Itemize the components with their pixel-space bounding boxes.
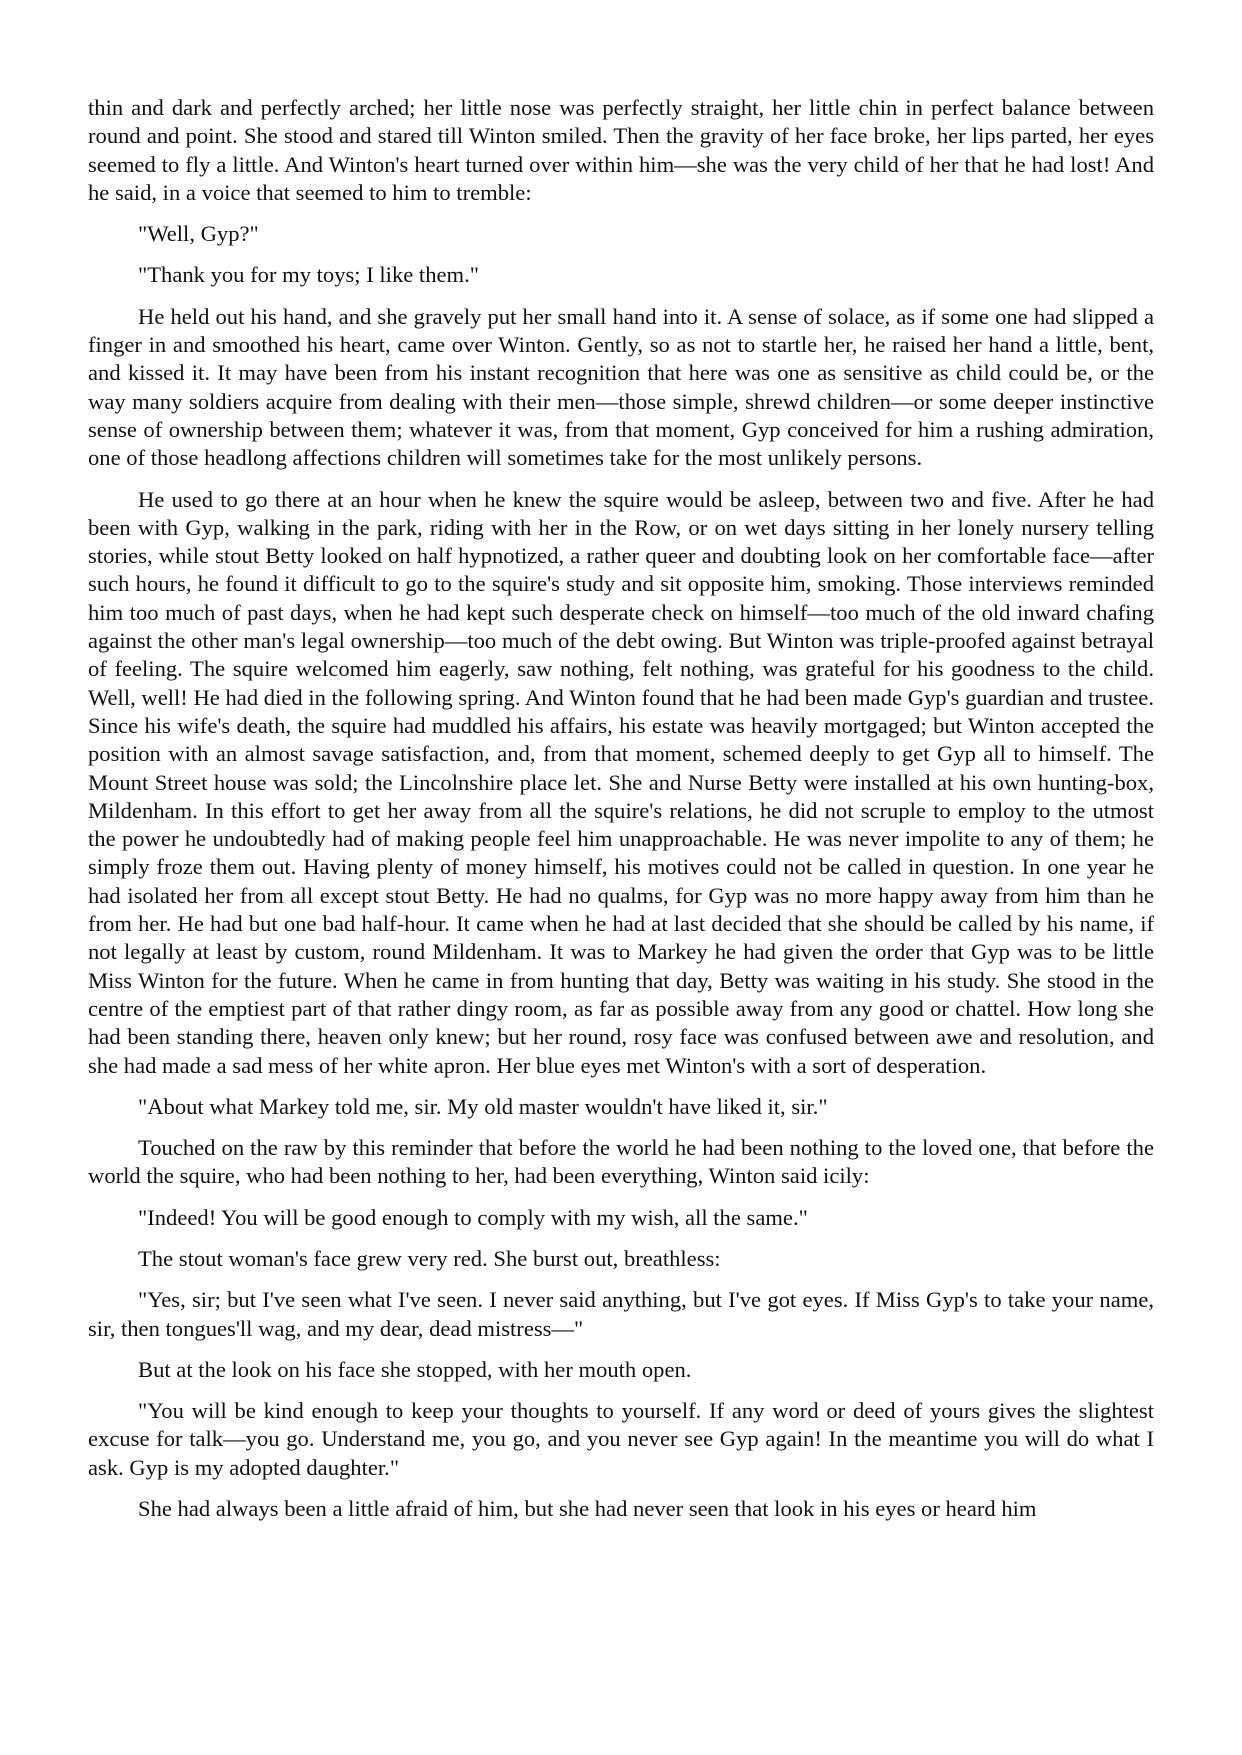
paragraph: "Thank you for my toys; I like them." — [138, 262, 479, 288]
paragraph: "About what Markey told me, sir. My old master wouldn't have liked it, sir." — [138, 1093, 828, 1119]
paragraph: But at the look on his face she stopped, with her mouth open. — [138, 1356, 692, 1382]
paragraph: He used to go there at an hour when he knew the squire would be asleep, between two and five. After he had been with Gyp, walking in the park, riding with her in the Row, or on wet days sitting in her lonely nursery telling stories, while stout Betty looked on half hypnotized, a rather queer and doubting look on her comfortable face—after such hours, he found it difficult to go to the squire's study and sit opposite him, smoking. Those interviews reminded him too much of past days, when he had kept such desperate check on himself—too much of the old inward chafing against the other man's legal ownership—too much of the debt owing. But Winton was triple-proofed against betrayal of feeling. The squire welcomed him eagerly, saw nothing, felt nothing, was grateful for his goodness to the child. Well, well! He had died in the following spring. And Winton found that he had been made Gyp's guardian and trustee. Since his wife's death, the squire had muddled his affairs, his estate was heavily mortgaged; but Winton accepted the position with an almost savage satisfaction, and, from that moment, schemed deeply to get Gyp all to himself. The Mount Street house was sold; the Lincolnshire place let. She and Nurse Betty were installed at his own hunting-box, Mildenham. In this effort to get her away from all the squire's relations, he did not scruple to employ to the utmost the power he undoubtedly had of making people feel him unapproachable. He was never impolite to any of them; he simply froze them out. Having plenty of money himself, his motives could not be called in question. In one year he had isolated her from all except stout Betty. He had no qualms, for Gyp was no more happy away from him than he from her. He had but one bad half-hour. It came when he had at last decided that she should be called by his name, if not legally at least by custom, round Mildenham. It was to Markey he had given the order that Gyp was to be little Miss Winton for the future. When he came in from hunting that day, Betty was waiting in his study. She stood in the centre of the emptiest part of that rather dingy room, as far as possible away from any good or chattel. How long she had been standing there, heaven only knew; but her round, rosy face was confused between awe and resolution, and she had made a sad mess of her white apron. Her blue eyes met Winton's with a sort of desperation. — [88, 486, 1154, 1078]
paragraph: "Well, Gyp?" — [138, 221, 259, 247]
paragraph: "Yes, sir; but I've seen what I've seen. I never said anything, but I've got eyes. If Miss Gyp's to take your name, sir, then tongues'll wag, and my dear, dead mistress—" — [88, 1287, 1154, 1341]
paragraph: The stout woman's face grew very red. She burst out, breathless: — [138, 1245, 721, 1271]
book-page — [88, 94, 1154, 1536]
paragraph: "You will be kind enough to keep your thoughts to yourself. If any word or deed of yours gives the slightest excuse for talk—you go. Understand me, you go, and you never see Gyp again! In the meantime you will do what I ask. Gyp is my adopted daughter." — [88, 1398, 1154, 1480]
paragraph: Touched on the raw by this reminder that before the world he had been nothing to the loved one, that before the world the squire, who had been nothing to her, had been everything, Winton said icily: — [88, 1135, 1154, 1189]
paragraph: "Indeed! You will be good enough to comply with my wish, all the same." — [138, 1204, 808, 1230]
paragraph-continued: thin and dark and perfectly arched; her little nose was perfectly straight, her little chin in perfect balance between round and point. She stood and stared till Winton smiled. Then the gravity of her face broke, her lips parted, her eyes seemed to fly a little. And Winton's heart turned over within him—she was the very child of her that he had lost! And he said, in a voice that seemed to him to tremble: — [88, 95, 1154, 205]
paragraph: He held out his hand, and she gravely put her small hand into it. A sense of solace, as if some one had slipped a finger in and smoothed his heart, came over Winton. Gently, so as not to startle her, he raised her hand a little, bent, and kissed it. It may have been from his instant recognition that here was one as sensitive as child could be, or the way many soldiers acquire from dealing with their men—those simple, shrewd children—or some deeper instinctive sense of ownership between them; whatever it was, from that moment, Gyp conceived for him a rushing admiration, one of those headlong affections children will sometimes take for the most unlikely persons. — [88, 303, 1154, 471]
paragraph: She had always been a little afraid of him, but she had never seen that look in his eyes or heard him — [138, 1496, 1037, 1522]
